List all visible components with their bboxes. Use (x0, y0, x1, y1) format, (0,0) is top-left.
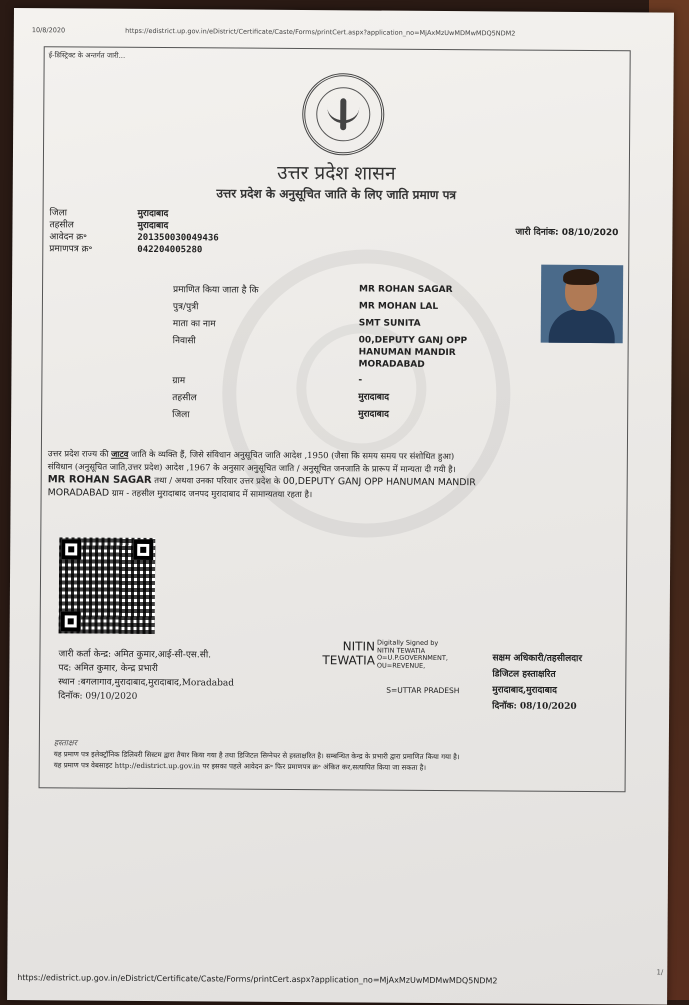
signer-name-2: TEWATIA (322, 653, 375, 668)
body-address: 00,DEPUTY GANJ OPP HANUMAN MANDIR (282, 475, 476, 489)
meta-block (49, 207, 219, 256)
signed-org: O=U.P.GOVERNMENT, (376, 653, 448, 663)
print-url: https://edistrict.up.gov.in/eDistrict/Certificate/Caste/Forms/printCert.aspx?application_no=MjAxMzUwMDMwMDQ5NDM2 (125, 26, 516, 38)
footer-note (54, 749, 624, 775)
application-number: 201350030049436 (137, 232, 219, 244)
certificate-sheet (7, 8, 674, 1005)
village-value: - (358, 375, 363, 386)
issuer-right-block (492, 650, 582, 715)
print-date: 10/8/2020 (31, 26, 66, 35)
district-value: मुरादाबाद (137, 208, 169, 220)
signed-name: NITIN TEWATIA (376, 646, 426, 655)
tehsil-value: मुरादाबाद (137, 220, 169, 232)
signed-ou: OU=REVENUE, (376, 661, 426, 670)
footer-line1: यह प्रमाण पत्र इलेक्ट्रॉनिक डिलिवरी सिस्टम द्वारा तैयार किया गया है तथा डिजिटल सिग्नेचर से हस्ताक्षरित है। सम्बन्धित केन्द्र के प्रभारी द्वारा प्रमाणित किया गया है। (53, 750, 460, 762)
son-label: पुत्र/पुत्री (172, 302, 199, 313)
caste-name: जाटव (111, 448, 129, 459)
issuer-left-block (58, 647, 234, 704)
district-detail-value: मुरादाबाद (358, 409, 389, 420)
certificate-border (39, 46, 631, 792)
applicant-photo (541, 265, 624, 344)
print-header (32, 26, 634, 38)
digitally-signed-text: डिजिटल हस्ताक्षरित (492, 669, 556, 680)
bottom-url: https://edistrict.up.gov.in/eDistrict/Certificate/Caste/Forms/printCert.aspx?application_no=MjAxMzUwMDMwMDQ5NDM2 (17, 973, 498, 986)
government-title: उत्तर प्रदेश शासन (277, 161, 396, 185)
resident-label: निवासी (172, 336, 196, 347)
signed-by: Digitally Signed by (377, 638, 439, 647)
tehsil-detail-label: तहसील (172, 393, 197, 404)
up-state-emblem-icon (302, 73, 385, 156)
certificate-number: 042204005280 (137, 244, 203, 256)
body-city: MORADABAD (47, 487, 110, 499)
certificate-label: प्रमाणपत्र क्र॰ (49, 244, 93, 255)
certificate-body (48, 447, 628, 503)
issuer-date: दिनॉक: 09/10/2020 (58, 691, 138, 702)
officer-place: मुरादाबाद,मुरादाबाद (492, 685, 557, 696)
details-block (172, 282, 467, 426)
body-line3-mid: तथा / अथवा उनका परिवार उत्तर प्रदेश के (154, 474, 281, 486)
issuing-center: जारी कर्ता केन्द्र: अमित कुमार,आई-सी-एस.सी. (58, 649, 212, 661)
body-line1a: उत्तर प्रदेश राज्य की (47, 448, 109, 459)
applicant-name: MR ROHAN SAGAR (359, 284, 453, 296)
footer-line2: यह प्रमाण पत्र वेबसाइट http://edistrict.up.gov.in पर इसका पहले आवेदन क्र॰ फिर प्रमाणपत्र क्र॰ अंकित कर,सत्यापित किया जा सकता है। (53, 761, 427, 772)
edistrict-note: ई-डिस्ट्रिक्ट के अन्तर्गत जारी... (48, 51, 126, 60)
district-label: जिला (49, 208, 68, 219)
issuer-post: पद: अमित कुमार, केन्द्र प्रभारी (58, 663, 158, 675)
officer-title: सक्षम अधिकारी/तहसीलदार (492, 653, 583, 664)
body-line1b: जाति के व्यक्ति हैं, जिसे संविधान अनुसूचित जाति आदेश ,1950 (जैसा कि समय समय पर संशोधित हुआ) (131, 448, 455, 462)
father-name: MR MOHAN LAL (358, 301, 439, 312)
body-line4: ग्राम - तहसील मुरादाबाद जनपद मुरादाबाद में सामान्यतया रहता है। (111, 487, 313, 500)
district-detail-label: जिला (172, 410, 190, 421)
signed-state: S=UTTAR PRADESH (386, 685, 460, 696)
digital-signature (322, 639, 448, 670)
issuer-place: स्थान :बगलागाव,मुरादाबाद,मुरादाबाद,Moradabad (58, 677, 235, 689)
application-label: आवेदन क्र॰ (49, 232, 88, 243)
tehsil-detail-value: मुरादाबाद (358, 392, 390, 403)
body-line2: संविधान (अनुसूचित जाति,उत्तर प्रदेश) आदेश ,1967 के अनुसार अनुसूचित जाति / अनुसूचित जनजाति के प्रारूप में मान्यता दी गयी है। (47, 461, 456, 475)
officer-date: दिनॉक: 08/10/2020 (492, 701, 577, 712)
certificate-title: उत्तर प्रदेश के अनुसूचित जाति के लिए जाति प्रमाण पत्र (216, 186, 457, 203)
signer-name-1: NITIN (342, 639, 376, 654)
qr-code (59, 537, 156, 634)
handwritten-signature: हस्ताक्षर (53, 738, 77, 748)
certified-label: प्रमाणित किया जाता है कि (172, 285, 259, 296)
body-applicant-name: MR ROHAN SAGAR (47, 474, 152, 486)
mother-name: SMT SUNITA (358, 318, 421, 329)
village-label: ग्राम (172, 376, 186, 387)
page-number: 1/ (656, 968, 664, 977)
mother-label: माता का नाम (172, 319, 216, 330)
issue-date: जारी दिनांक: 08/10/2020 (515, 227, 619, 239)
resident-address: 00,DEPUTY GANJ OPP HANUMAN MANDIR MORADABAD (358, 335, 468, 370)
tehsil-label: तहसील (49, 220, 74, 231)
